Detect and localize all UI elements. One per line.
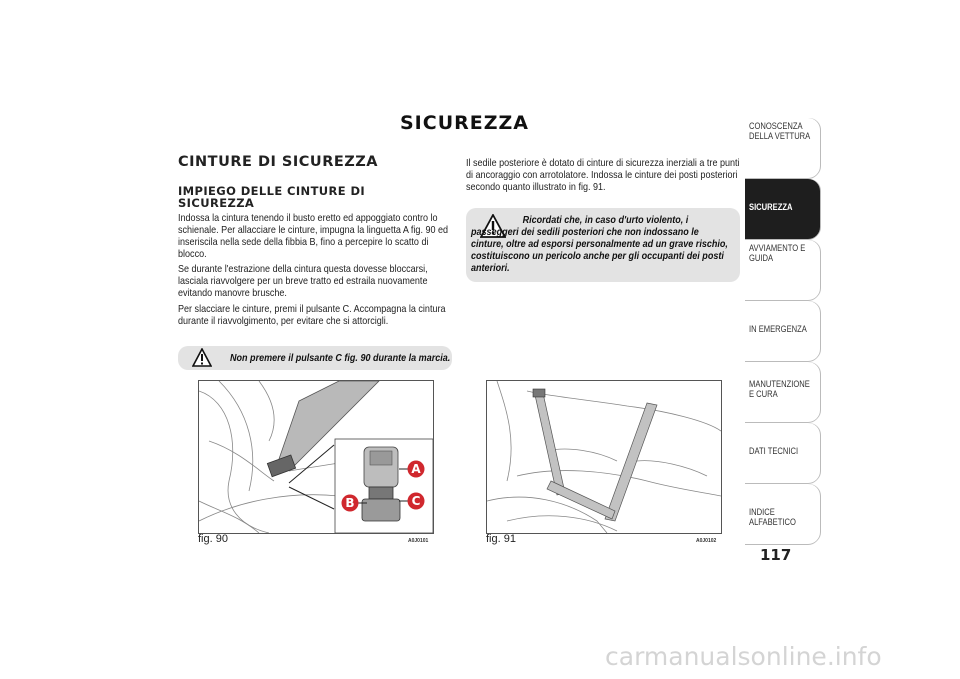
section-title: SICUREZZA bbox=[400, 112, 529, 134]
left-column-text bbox=[178, 212, 498, 327]
rear-seat-belt-illustration bbox=[487, 381, 721, 533]
tab-dati-tecnici[interactable]: DATI TECNICI bbox=[745, 423, 820, 483]
figure-90-code: A0J0101 bbox=[408, 538, 429, 544]
warning-box-left bbox=[178, 346, 452, 370]
label-c: C bbox=[411, 494, 421, 508]
seat-belt-buckle-illustration bbox=[199, 381, 433, 533]
tab-manutenzione-e-cura[interactable]: MANUTENZIONE E CURA bbox=[745, 362, 820, 422]
paragraph-locking: Se durante l'estrazione della cintura questa dovesse bloccarsi, lasciala riavvolgere per un breve tratto ed estraila nuovamente evitando manovre brusche. bbox=[178, 263, 428, 299]
paragraph-fasten: Indossa la cintura tenendo il busto eretto ed appoggiato contro lo schienale. Per allacciare le cinture, impugna la linguetta A fig. 90 ed inseriscila nella sede della fibbia B, fino a percepire lo scatto di blocco. bbox=[178, 212, 449, 260]
subheading: IMPIEGO DELLE CINTURE DI SICUREZZA bbox=[178, 184, 366, 210]
warning-text-right: Ricordati che, in caso d'urto violento, i passeggeri dei sedili posteriori che non indossano le cinture, oltre ad esporsi personalmente ad un grave rischio, costituiscono un pericolo anche per gli occupanti dei posti anteriori. bbox=[471, 214, 728, 274]
tab-indice-alfabetico[interactable]: INDICE ALFABETICO bbox=[745, 484, 820, 544]
paragraph-unfasten: Per slacciare le cinture, premi il pulsante C. Accompagna la cintura durante il riavvolgimento, per evitare che si attorcigli. bbox=[178, 303, 446, 327]
warning-triangle-icon bbox=[192, 348, 212, 367]
figure-90-caption: fig. 90 bbox=[198, 533, 228, 545]
figure-91-code: A0J0102 bbox=[696, 538, 717, 544]
tab-sicurezza[interactable]: SICUREZZA bbox=[745, 179, 820, 239]
tab-avviamento-e-guida[interactable]: AVVIAMENTO E GUIDA bbox=[745, 240, 820, 300]
page-heading: CINTURE DI SICUREZZA bbox=[178, 154, 379, 170]
watermark: carmanualsonline.info bbox=[605, 642, 882, 671]
figure-90-image bbox=[198, 380, 434, 534]
label-b: B bbox=[345, 496, 355, 510]
warning-text-left: Non premere il pulsante C fig. 90 durante la marcia. bbox=[230, 352, 451, 364]
warning-box-right bbox=[466, 208, 740, 282]
page-number: 117 bbox=[760, 546, 792, 564]
label-a: A bbox=[411, 462, 421, 476]
paragraph-rear-seats: Il sedile posteriore è dotato di cinture di sicurezza inerziali a tre punti di ancoraggio con arrotolatore. Indossa le cinture dei posti posteriori secondo quanto illustrato in fig. 91. bbox=[466, 157, 740, 193]
figure-91-caption: fig. 91 bbox=[486, 533, 516, 545]
tab-conoscenza-della-vettura[interactable]: CONOSCENZA DELLA VETTURA bbox=[745, 118, 820, 178]
figure-91-image bbox=[486, 380, 722, 534]
tab-in-emergenza[interactable]: IN EMERGENZA bbox=[745, 301, 820, 361]
